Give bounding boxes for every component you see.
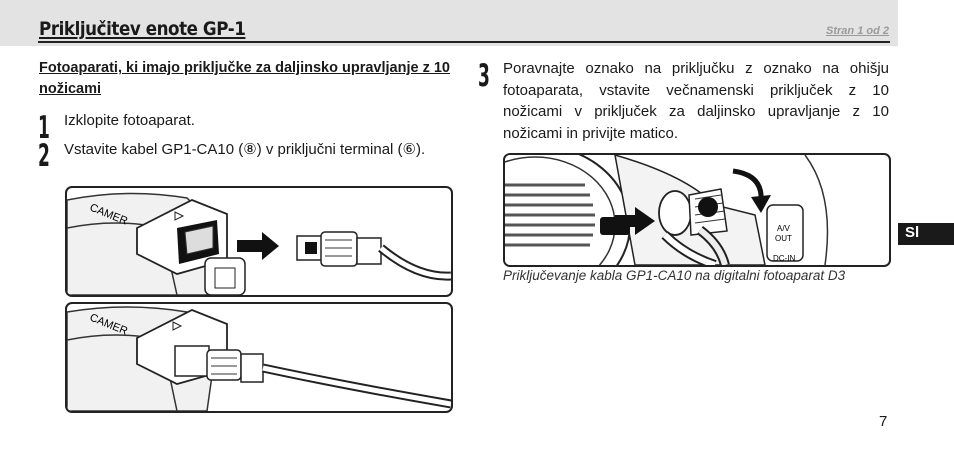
step-number-1: 1 xyxy=(38,110,50,146)
section-heading: Fotoaparati, ki imajo priključke za daljinsko upravljanje z 10 nožicami xyxy=(39,60,450,97)
language-tab-label: Sl xyxy=(905,224,920,241)
step-number-3: 3 xyxy=(478,58,490,94)
figure-caption: Priključevanje kabla GP1-CA10 na digitalni fotoaparat D3 xyxy=(503,268,846,283)
page-title: Priključitev enote GP-1 xyxy=(39,18,246,40)
port-label-av: A/V xyxy=(777,224,790,233)
step-number-2: 2 xyxy=(38,138,50,174)
inserted-cable-drawing xyxy=(67,304,451,411)
camera-lettering: CAMER xyxy=(87,201,130,228)
camera-lettering-2: CAMER xyxy=(87,311,130,338)
port-label-dcin: DC-IN xyxy=(773,254,796,263)
header-rule xyxy=(38,41,890,43)
step-text-1: Izklopite fotoaparat. xyxy=(64,112,195,129)
insert-cable-drawing xyxy=(67,188,451,295)
d3-connection-drawing xyxy=(505,155,889,265)
step-text-2: Vstavite kabel GP1-CA10 (⑧) v priključni terminal (⑥). xyxy=(64,141,426,158)
illustration-insert-cable xyxy=(65,186,453,297)
illustration-cable-inserted xyxy=(65,302,453,413)
illustration-d3-connection xyxy=(503,153,891,267)
port-label-out: OUT xyxy=(775,234,792,243)
page-indicator: Stran 1 od 2 xyxy=(826,25,889,37)
page-number: 7 xyxy=(879,413,888,430)
step-text-3: Poravnajte oznako na priključku z oznako na ohišju fotoaparata, vstavite večnamenski priključek z 10 nožicami v priključek za daljinsko upravljanje z 10 nožicami in privijte matico. xyxy=(503,60,889,142)
